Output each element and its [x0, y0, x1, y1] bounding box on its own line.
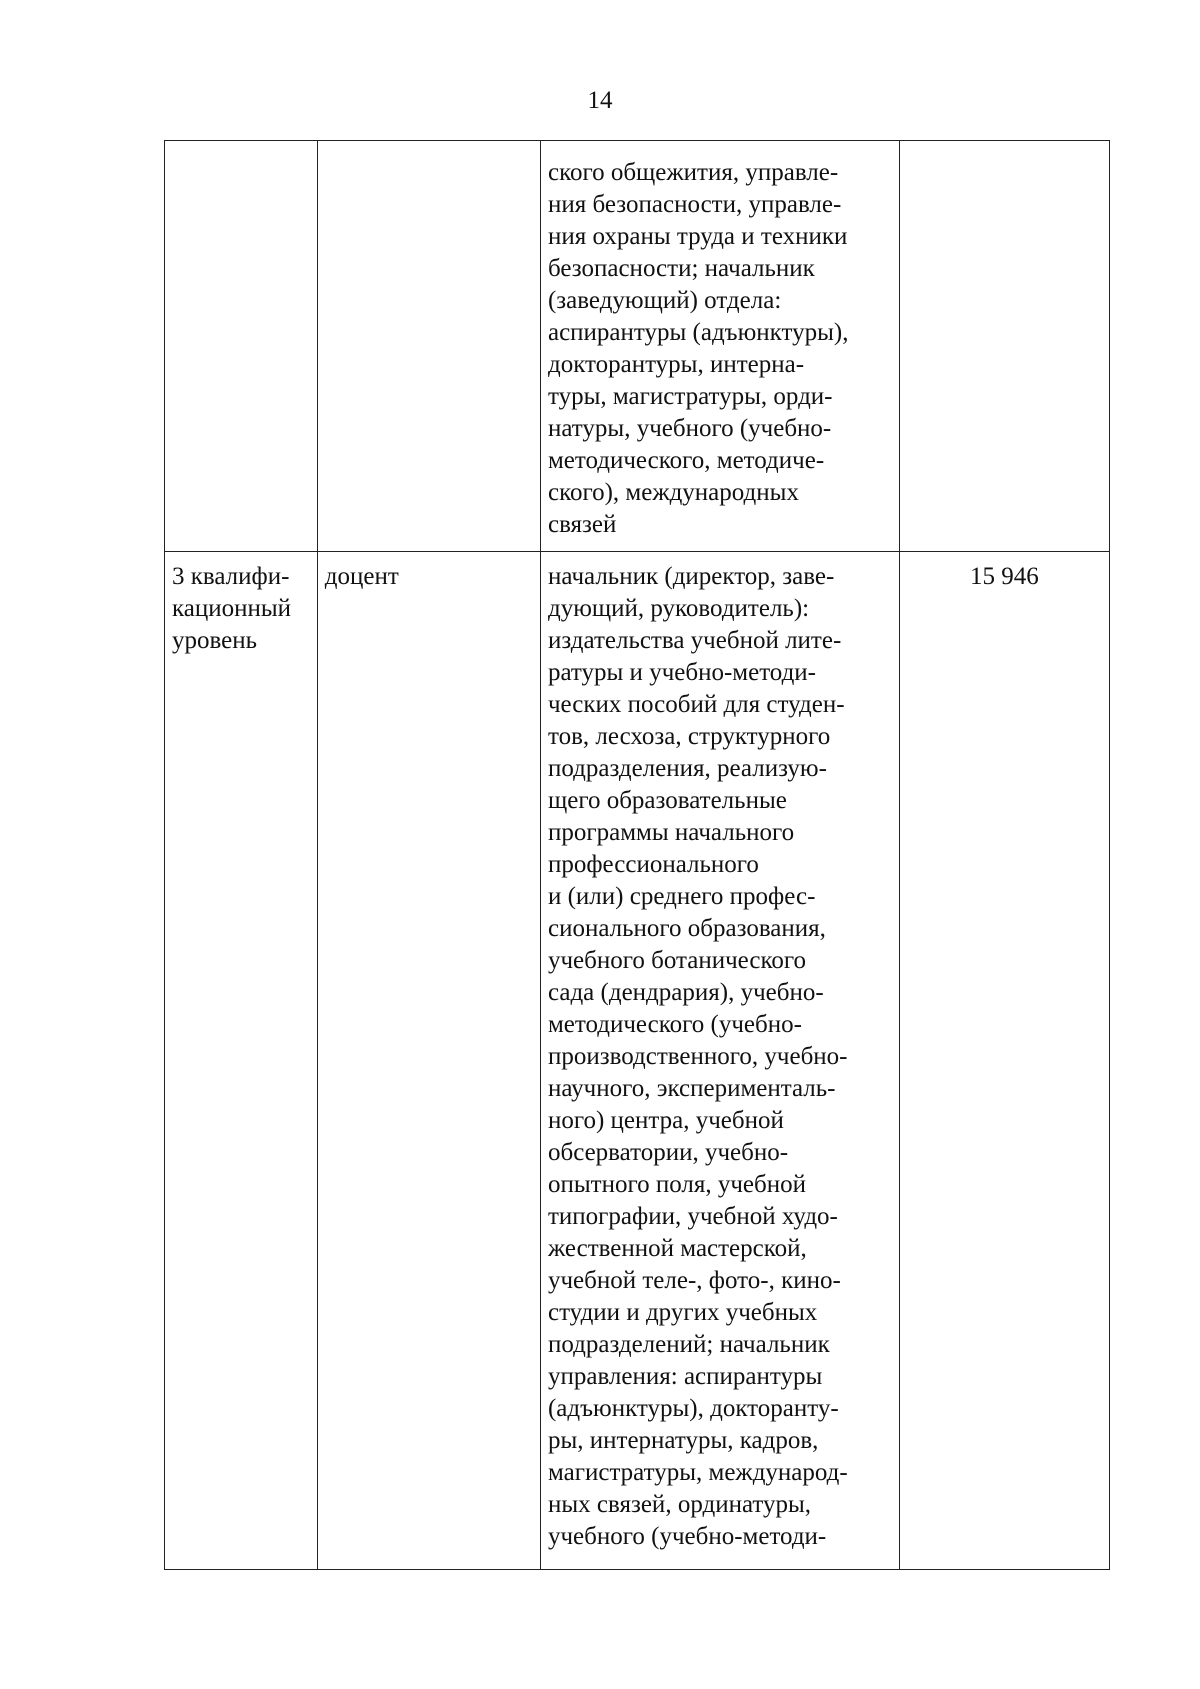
cell-text-line: магистратуры, международ- — [547, 1459, 848, 1486]
table-row — [165, 141, 1110, 552]
cell-text-line: ры, интернатуры, кадров, — [547, 1427, 819, 1454]
cell-text-line: тов, лесхоза, структурного — [547, 723, 831, 750]
cell-text-line: подразделений; начальник — [547, 1331, 830, 1358]
position-text: доцент — [324, 563, 399, 590]
cell-text-line: безопасности; начальник — [547, 255, 815, 282]
cell-text-line: программы начального — [547, 819, 795, 846]
cell-text-line: связей — [547, 511, 617, 538]
cell-text-line: сионального образования, — [547, 915, 826, 942]
cell-text-line: ного) центра, учебной — [547, 1107, 784, 1134]
page-number: 14 — [587, 87, 613, 114]
cell-text-line: туры, магистратуры, орди- — [547, 383, 833, 410]
table-row — [165, 552, 1110, 1570]
cell-text-line: жественной мастерской, — [547, 1235, 807, 1262]
structural-units-cell — [540, 141, 899, 552]
cell-text-line: опытного поля, учебной — [547, 1171, 807, 1198]
cell-text-line: ных связей, ординатуры, — [547, 1491, 812, 1518]
salary-value — [900, 141, 1109, 167]
cell-text-line: подразделения, реализую- — [547, 755, 827, 782]
salary-table — [164, 140, 1110, 1570]
cell-text-line: ческих пособий для студен- — [547, 691, 845, 718]
cell-text-line: ского), международных — [547, 479, 799, 506]
cell-text-line: учебного ботанического — [547, 947, 806, 974]
cell-text-line: ратуры и учебно-методи- — [547, 659, 816, 686]
position-cell — [317, 141, 540, 552]
cell-text-line: ния охраны труда и техники — [547, 223, 848, 250]
cell-text-line: учебной теле-, фото-, кино- — [547, 1267, 841, 1294]
cell-text-line: управления: аспирантуры — [547, 1363, 823, 1390]
cell-text-line: ского общежития, управле- — [547, 159, 839, 186]
cell-text-line: профессионального — [547, 851, 759, 878]
cell-text-line: (адъюнктуры), докторанту- — [547, 1395, 839, 1422]
cell-text-line: издательства учебной лите- — [547, 627, 842, 654]
cell-text-line: (заведующий) отдела: — [547, 287, 782, 314]
cell-text-line: научного, эксперименталь- — [547, 1075, 836, 1102]
position-cell — [317, 552, 540, 1570]
cell-text-line: методического, методиче- — [547, 447, 825, 474]
cell-text-line: учебного (учебно-методи- — [547, 1523, 827, 1550]
cell-text-line: натуры, учебного (учебно- — [547, 415, 832, 442]
qualification-level-cell — [165, 552, 318, 1570]
cell-text-line: методического (учебно- — [547, 1011, 802, 1038]
salary-cell — [899, 552, 1109, 1570]
cell-text-line: обсерватории, учебно- — [547, 1139, 789, 1166]
cell-text-line: кационный — [172, 595, 292, 622]
cell-text-line: щего образовательные — [547, 787, 787, 814]
structural-units-cell — [540, 552, 899, 1570]
salary-value: 15 946 — [970, 563, 1039, 590]
cell-text-line: дующий, руководитель): — [547, 595, 810, 622]
cell-text-line: докторантуры, интерна- — [547, 351, 805, 378]
cell-text-line: 3 квалифи- — [172, 563, 290, 590]
cell-text-line: типографии, учебной худо- — [547, 1203, 838, 1230]
position-text — [318, 141, 540, 167]
qualification-level-cell — [165, 141, 318, 552]
cell-text-line: студии и других учебных — [547, 1299, 818, 1326]
cell-text-line: начальник (директор, заве- — [547, 563, 835, 590]
cell-text-line: аспирантуры (адъюнктуры), — [547, 319, 849, 346]
cell-text-line: и (или) среднего профес- — [547, 883, 816, 910]
cell-text-line: производственного, учебно- — [547, 1043, 848, 1070]
cell-text-line: сада (дендрария), учебно- — [547, 979, 824, 1006]
salary-cell — [899, 141, 1109, 552]
cell-text-line: уровень — [172, 627, 258, 654]
cell-text-line: ния безопасности, управле- — [547, 191, 842, 218]
